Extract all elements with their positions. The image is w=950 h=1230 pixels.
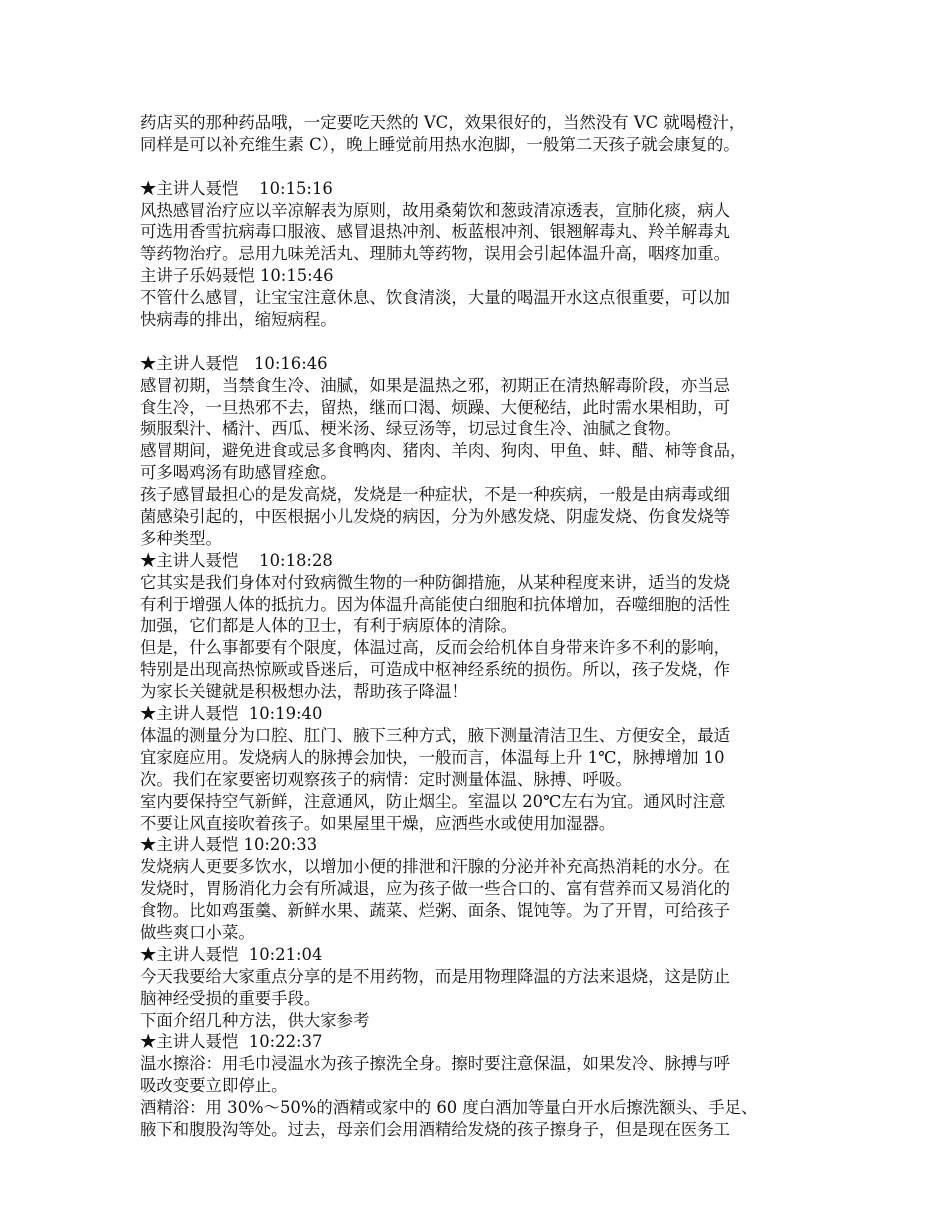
text-line: 有利于增强人体的抵抗力。因为体温升高能使白细胞和抗体增加，吞噬细胞的活性: [140, 594, 731, 614]
text-line: 药店买的那种药品哦，一定要吃天然的 VC，效果很好的，当然没有 VC 就喝橙汁，: [140, 113, 746, 132]
text-line: 感冒期间，避免进食或忌多食鸭肉、猪肉、羊肉、狗肉、甲鱼、蚌、醋、柿等食品，: [140, 441, 747, 461]
text-line: 食物。比如鸡蛋羹、新鲜水果、蔬菜、烂粥、面条、馄饨等。为了开胃，可给孩子: [140, 901, 731, 921]
speaker-header: ★主讲人聂恺 10:21:04: [140, 944, 323, 964]
text-line: 可多喝鸡汤有助感冒痊愈。: [140, 463, 337, 483]
speaker-header: ★主讲人聂恺 10:20:33: [140, 835, 318, 855]
blank-line: [140, 156, 816, 178]
text-line: 同样是可以补充维生素 C），晚上睡觉前用热水泡脚，一般第二天孩子就会康复的。: [140, 134, 740, 154]
text-line: 为家长关键就是积极想办法，帮助孩子降温！: [140, 682, 468, 702]
text-line: 但是，什么事都要有个限度，体温过高，反而会给机体自身带来许多不利的影响，: [140, 638, 731, 658]
text-line: 风热感冒治疗应以辛凉解表为原则，故用桑菊饮和葱豉清凉透表，宣肺化痰，病人: [140, 200, 731, 220]
document-page: [140, 112, 816, 1141]
text-line: 发烧时，胃肠消化力会有所减退，应为孩子做一些合口的、富有营养而又易消化的: [140, 879, 731, 899]
text-line: 体温的测量分为口腔、肛门、腋下三种方式，腋下测量清洁卫生、方便安全，最适: [140, 725, 731, 745]
text-line: 菌感染引起的，中医根据小儿发烧的病因，分为外感发烧、阴虚发烧、伤食发烧等: [140, 507, 731, 527]
text-line: 宜家庭应用。发烧病人的脉搏会加快，一般而言，体温每上升 1℃，脉搏增加 10: [140, 747, 725, 767]
text-line: 感冒初期，当禁食生冷、油腻，如果是温热之邪，初期正在清热解毒阶段，亦当忌: [140, 375, 731, 395]
text-line: 酒精浴：用 30%～50%的酒精或家中的 60 度白酒加等量白开水后擦洗额头、手足、: [140, 1098, 758, 1118]
text-line: 不要让风直接吹着孩子。如果屋里干燥，应洒些水或使用加湿器。: [140, 813, 616, 833]
speaker-header: ★主讲人聂恺 10:22:37: [140, 1032, 323, 1052]
text-line: 加强，它们都是人体的卫士，有利于病原体的清除。: [140, 616, 517, 636]
text-line: 温水擦浴：用毛巾浸温水为孩子擦洗全身。擦时要注意保温，如果发冷、脉搏与呼: [140, 1054, 731, 1074]
text-line: 吸改变要立即停止。: [140, 1076, 288, 1096]
text-line: 做些爽口小菜。: [140, 922, 255, 942]
text-line: 下面介绍几种方法，供大家参考: [140, 1010, 370, 1030]
speaker-header: 主讲子乐妈聂恺 10:15:46: [140, 266, 334, 286]
speaker-header: ★主讲人聂恺 10:15:16: [140, 178, 333, 198]
text-line: 脑神经受损的重要手段。: [140, 988, 321, 1008]
text-line: 可选用香雪抗病毒口服液、感冒退热冲剂、板蓝根冲剂、银翘解毒丸、羚羊解毒丸: [140, 222, 731, 242]
text-line: 不管什么感冒，让宝宝注意休息、饮食清淡，大量的喝温开水这点很重要，可以加: [140, 288, 731, 308]
text-line: 发烧病人更要多饮水，以增加小便的排泄和汗腺的分泌并补充高热消耗的水分。在: [140, 857, 731, 877]
text-line: 腋下和腹股沟等处。过去，母亲们会用酒精给发烧的孩子擦身子，但是现在医务工: [140, 1119, 731, 1139]
text-line: 次。我们在家要密切观察孩子的病情：定时测量体温、脉搏、呼吸。: [140, 769, 632, 789]
text-line: 孩子感冒最担心的是发高烧，发烧是一种症状，不是一种疾病，一般是由病毒或细: [140, 485, 731, 505]
text-line: 频服梨汁、橘汁、西瓜、梗米汤、绿豆汤等，切忌过食生冷、油腻之食物。: [140, 419, 681, 439]
blank-line: [140, 331, 816, 353]
text-line: 它其实是我们身体对付致病微生物的一种防御措施，从某种程度来讲，适当的发烧: [140, 572, 731, 592]
text-line: 多种类型。: [140, 528, 222, 548]
text-line: 快病毒的排出，缩短病程。: [140, 310, 337, 330]
speaker-header: ★主讲人聂恺 10:16:46: [140, 353, 328, 373]
speaker-header: ★主讲人聂恺 10:18:28: [140, 550, 333, 570]
text-line: 等药物治疗。忌用九味羌活丸、理肺丸等药物，误用会引起体温升高，咽疼加重。: [140, 244, 731, 264]
text-line: 食生冷，一旦热邪不去，留热，继而口渴、烦躁、大便秘结，此时需水果相助，可: [140, 397, 731, 417]
speaker-header: ★主讲人聂恺 10:19:40: [140, 704, 323, 724]
text-line: 室内要保持空气新鲜，注意通风，防止烟尘。室温以 20℃左右为宜。通风时注意: [140, 791, 726, 811]
text-line: 特别是出现高热惊厥或昏迷后，可造成中枢神经系统的损伤。所以，孩子发烧，作: [140, 660, 731, 680]
text-line: 今天我要给大家重点分享的是不用药物，而是用物理降温的方法来退烧，这是防止: [140, 966, 731, 986]
